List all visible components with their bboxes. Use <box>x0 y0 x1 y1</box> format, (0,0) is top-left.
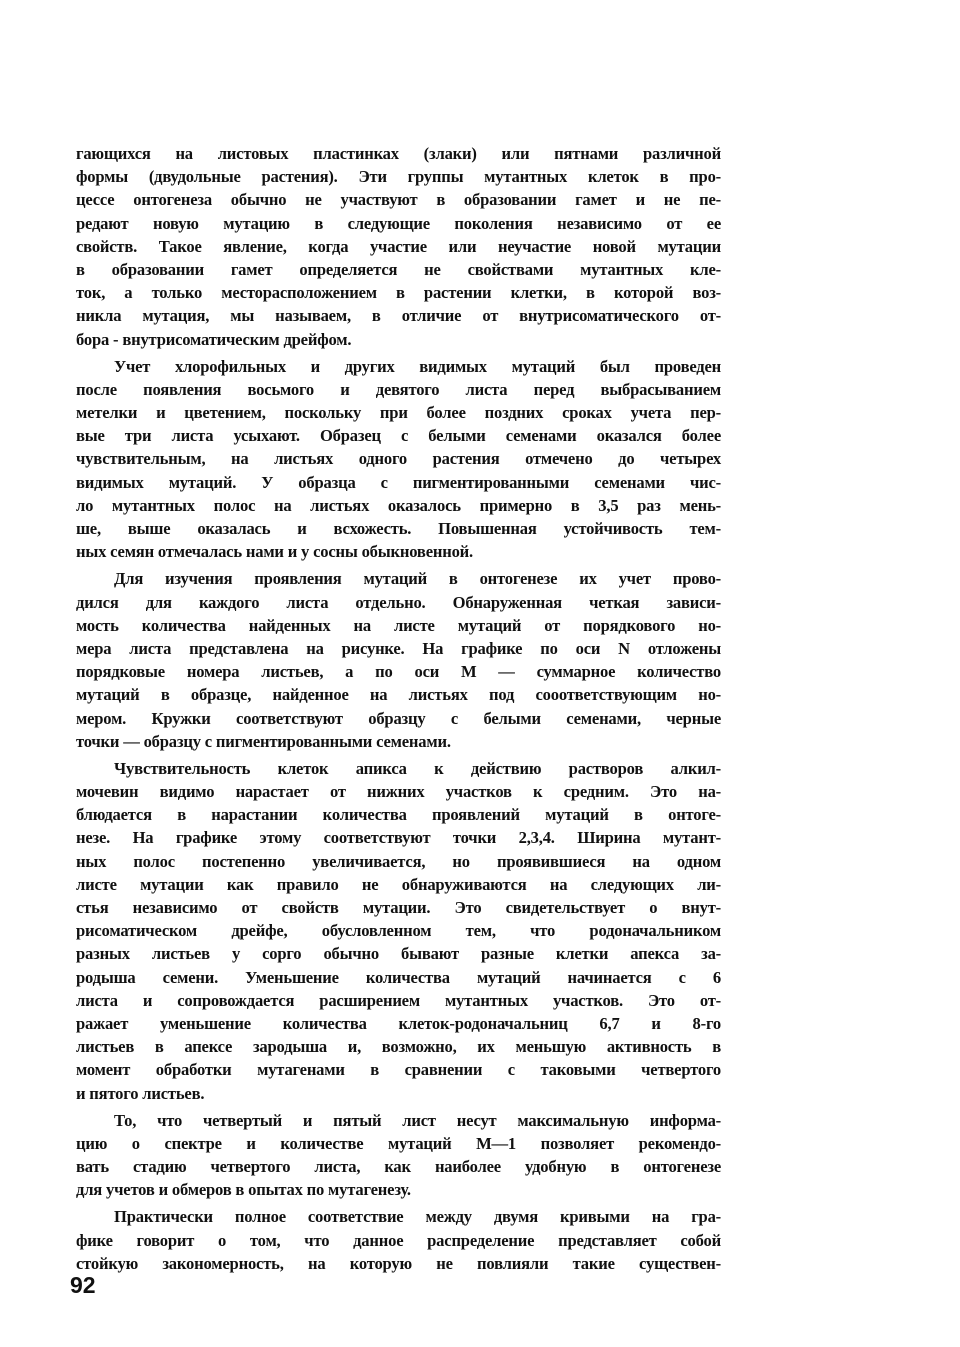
text-line: стья независимо от свойств мутации. Это свидетельствует о внут- <box>76 898 721 917</box>
text-line: и пятого листьев. <box>76 1083 205 1103</box>
text-line: формы (двудольные растения). Эти группы мутантных клеток в про- <box>76 167 721 187</box>
text-line: мера листа представлена на рисунке. На графике по оси N отложены <box>76 638 721 658</box>
paragraph <box>76 355 721 564</box>
text-line: вые три листа усыхают. Образец с белыми семенами оказался более <box>76 426 721 446</box>
text-line: листе мутации как правило не обнаруживаются на следующих ли- <box>76 874 721 894</box>
text-line: порядковые номера листьев, а по оси М — суммарное количество <box>76 662 721 682</box>
text-line: цессе онтогенеза обычно не участвуют в образовании гамет и не пе- <box>76 190 721 210</box>
text-line: точки — образцу с пигментированными семенами. <box>76 731 451 751</box>
text-line: для учетов и обмеров в опытах по мутагенезу. <box>76 1180 411 1200</box>
text-line: мером. Кружки соответствуют образцу с белыми семенами, черные <box>76 708 721 728</box>
text-line: стойкую закономерность, на которую не повлияли такие существен- <box>76 1253 721 1273</box>
text-line: ло мутантных полос на листьях оказалось примерно в 3,5 раз мень- <box>76 495 721 515</box>
text-line: мость количества найденных на листе мутаций от порядкового но- <box>76 615 721 635</box>
text-line: рисоматическом дрейфе, обусловленном тем, что родоначальником <box>76 921 721 941</box>
text-line: родыша семени. Уменьшение количества мутаций начинается с 6 <box>76 967 721 987</box>
text-line: листа и сопровождается расширением мутантных участков. Это от- <box>76 990 721 1010</box>
text-line: незе. На графике этому соответствуют точки 2,3,4. Ширина мутант- <box>76 828 721 848</box>
text-line: мочевин видимо нарастает от нижних участков к средним. Это на- <box>76 782 721 802</box>
text-line: видимых мутаций. У образца с пигментированными семенами чис- <box>76 472 721 492</box>
page-number: 92 <box>70 1272 96 1298</box>
text-line: вать стадию четвертого листа, как наиболее удобную в онтогенезе <box>76 1157 721 1177</box>
text-line: ных семян отмечалась нами и у сосны обыкновенной. <box>76 542 473 562</box>
paragraph <box>76 1205 721 1275</box>
text-line: цию о спектре и количестве мутаций М—1 позволяет рекомендо- <box>76 1133 721 1153</box>
text-line: блюдается в нарастании количества проявлений мутаций в онтоге- <box>76 805 721 825</box>
text-line: дился для каждого листа отдельно. Обнаруженная четкая зависи- <box>76 592 721 612</box>
text-line: гающихся на листовых пластинках (злаки) или пятнами различной <box>76 144 721 163</box>
text-line: Практически полное соответствие между двумя кривыми на гра- <box>114 1207 721 1227</box>
text-line: после появления восьмого и девятого листа перед выбрасыванием <box>76 379 721 399</box>
text-line: метелки и цветением, поскольку при более поздних сроках учета пер- <box>76 403 721 423</box>
body-text <box>76 142 721 1279</box>
paragraph <box>76 1109 721 1202</box>
text-line: момент обработки мутагенами в сравнении с таковыми четвертого <box>76 1060 721 1080</box>
text-line: ше, выше оказалась и всхожесть. Повышенная устойчивость тем- <box>76 519 721 538</box>
text-line: чувствительным, на листьях одного растения отмечено до четырех <box>76 449 721 469</box>
paragraph <box>76 567 721 753</box>
text-line: фике говорит о том, что данное распределение представляет собой <box>76 1230 721 1250</box>
text-line: То, что четвертый и пятый лист несут максимальную информа- <box>114 1110 721 1130</box>
text-line: свойств. Такое явление, когда участие или неучастие новой мутации <box>76 236 721 256</box>
text-line: в образовании гамет определяется не свойствами мутантных кле- <box>76 259 721 279</box>
text-line: никла мутация, мы называем, в отличие от внутрисоматического от- <box>76 306 721 326</box>
paragraph <box>76 757 721 1105</box>
text-line: Чувствительность клеток апикса к действию растворов алкил- <box>114 758 721 778</box>
text-line: листьев в апексе зародыша и, возможно, их меньшую активность в <box>76 1037 721 1057</box>
paragraph <box>76 142 721 351</box>
text-line: редают новую мутацию в следующие поколения независимо от ее <box>76 213 721 233</box>
text-line: разных листьев у сорго обычно бывают разные клетки апекса за- <box>76 944 721 964</box>
text-line: ражает уменьшение количества клеток-родоначальниц 6,7 и 8-го <box>76 1013 721 1033</box>
text-line: ных полос постепенно увеличивается, но проявившиеся на одном <box>76 851 721 871</box>
text-line: бора - внутрисоматическим дрейфом. <box>76 329 352 349</box>
text-line: Для изучения проявления мутаций в онтогенезе их учет прово- <box>114 569 721 589</box>
text-line: мутаций в образце, найденное на листьях под сооответствующим но- <box>76 685 721 705</box>
text-line: Учет хлорофильных и других видимых мутаций был проведен <box>114 356 721 376</box>
text-line: ток, а только месторасположением в растении клетки, в которой воз- <box>76 283 721 303</box>
